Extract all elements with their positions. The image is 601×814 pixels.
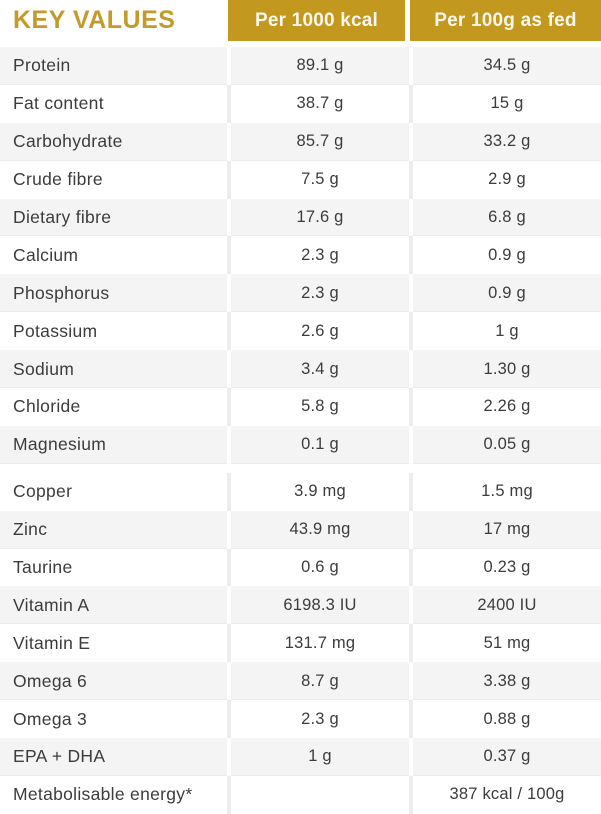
table-row	[0, 312, 601, 350]
column-header-per-1000-kcal: Per 1000 kcal	[228, 0, 405, 41]
table-row	[0, 236, 601, 274]
value-per-100g-as-fed: 2.26 g	[483, 397, 531, 416]
row-label: Phosphorus	[13, 282, 110, 303]
value-per-1000-kcal: 1 g	[308, 747, 332, 766]
row-label: Magnesium	[13, 434, 107, 455]
value-per-1000-kcal: 131.7 mg	[284, 633, 356, 652]
table-row	[0, 662, 601, 700]
value-per-100g-as-fed: 0.9 g	[488, 245, 526, 264]
table-row	[0, 511, 601, 549]
value-per-100g-as-fed: 0.05 g	[483, 435, 531, 454]
value-per-1000-kcal: 38.7 g	[296, 94, 344, 113]
table-row	[0, 426, 601, 464]
row-label: Dietary fibre	[13, 207, 112, 227]
value-per-1000-kcal: 0.6 g	[301, 558, 339, 577]
row-label: Zinc	[13, 519, 48, 540]
value-per-1000-kcal: 43.9 mg	[289, 520, 351, 539]
row-label: Metabolisable energy*	[13, 784, 193, 805]
row-label: Protein	[13, 55, 71, 76]
row-label: Omega 6	[13, 670, 88, 691]
table-row	[0, 586, 601, 624]
value-per-1000-kcal: 17.6 g	[296, 208, 344, 226]
table-row	[0, 161, 601, 199]
table-row	[0, 624, 601, 662]
table-header	[0, 0, 601, 41]
row-label: Potassium	[13, 320, 98, 341]
value-per-100g-as-fed: 51 mg	[483, 633, 531, 652]
value-per-100g-as-fed: 0.37 g	[483, 747, 531, 766]
column-header-per-100g-as-fed: Per 100g as fed	[410, 0, 601, 41]
value-per-100g-as-fed: 0.23 g	[483, 558, 531, 577]
table-row	[0, 549, 601, 587]
value-per-100g-as-fed: 2400 IU	[477, 595, 537, 614]
value-per-1000-kcal: 0.1 g	[301, 435, 339, 454]
row-label: EPA + DHA	[13, 746, 106, 767]
table-row	[0, 473, 601, 511]
row-label: Fat content	[13, 93, 104, 114]
value-per-100g-as-fed: 0.88 g	[483, 709, 531, 728]
value-per-100g-as-fed: 1.5 mg	[481, 482, 533, 501]
table-row	[0, 123, 601, 161]
table-row	[0, 47, 601, 85]
value-per-100g-as-fed: 387 kcal / 100g	[449, 785, 565, 804]
value-per-100g-as-fed: 34.5 g	[483, 56, 531, 75]
value-per-100g-as-fed: 33.2 g	[483, 132, 531, 151]
value-per-1000-kcal: 2.6 g	[301, 321, 339, 340]
value-per-1000-kcal	[231, 776, 409, 814]
table-row	[0, 350, 601, 388]
row-label: Crude fibre	[13, 169, 103, 190]
row-label: Carbohydrate	[13, 131, 123, 152]
table-row	[0, 85, 601, 123]
row-label: Copper	[13, 481, 73, 502]
value-per-1000-kcal: 2.3 g	[301, 709, 339, 728]
value-per-100g-as-fed: 6.8 g	[488, 208, 526, 226]
value-per-1000-kcal: 2.3 g	[301, 283, 339, 302]
value-per-1000-kcal: 7.5 g	[301, 170, 339, 189]
value-per-1000-kcal: 8.7 g	[301, 671, 339, 690]
value-per-100g-as-fed: 1.30 g	[483, 359, 531, 378]
value-per-100g-as-fed: 0.9 g	[488, 283, 526, 302]
row-label: Vitamin E	[13, 632, 91, 653]
value-per-100g-as-fed: 2.9 g	[488, 170, 526, 189]
value-per-1000-kcal: 3.4 g	[301, 359, 339, 378]
table-row	[0, 700, 601, 738]
table-row	[0, 274, 601, 312]
value-per-100g-as-fed: 15 g	[490, 94, 524, 113]
value-per-100g-as-fed: 17 mg	[483, 520, 531, 539]
value-per-1000-kcal: 89.1 g	[296, 56, 344, 75]
group-spacer	[0, 464, 601, 473]
table-row	[0, 776, 601, 814]
row-label: Sodium	[13, 358, 75, 379]
table-row	[0, 388, 601, 426]
row-label: Vitamin A	[13, 594, 90, 615]
table-body	[0, 47, 601, 814]
value-per-100g-as-fed: 3.38 g	[483, 671, 531, 690]
row-label: Omega 3	[13, 708, 88, 729]
table-row	[0, 199, 601, 237]
value-per-1000-kcal: 85.7 g	[296, 132, 344, 151]
row-label: Calcium	[13, 244, 79, 265]
value-per-1000-kcal: 2.3 g	[301, 245, 339, 264]
value-per-1000-kcal: 3.9 mg	[294, 482, 346, 501]
table-title: KEY VALUES	[13, 6, 176, 34]
table-row	[0, 738, 601, 776]
value-per-100g-as-fed: 1 g	[495, 321, 519, 340]
value-per-1000-kcal: 6198.3 IU	[283, 595, 357, 614]
value-per-1000-kcal: 5.8 g	[301, 397, 339, 416]
row-label: Taurine	[13, 557, 73, 578]
row-label: Chloride	[13, 396, 81, 417]
